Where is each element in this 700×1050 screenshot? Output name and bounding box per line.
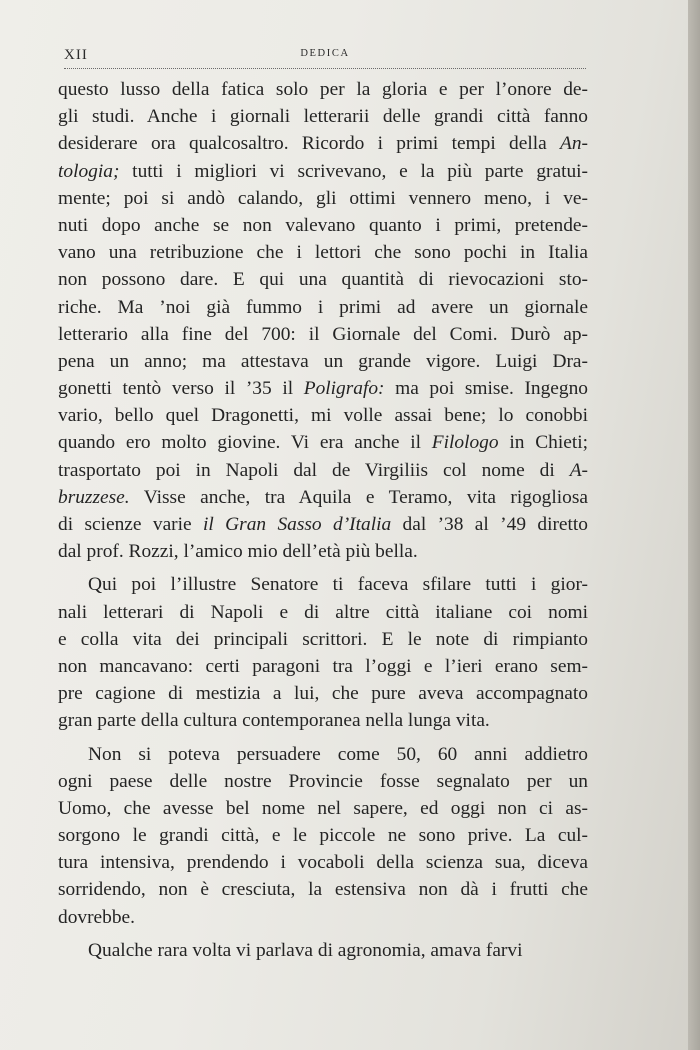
text-line (58, 849, 588, 876)
italic-title: il Gran Sasso d’Italia (203, 514, 392, 535)
text-line (58, 599, 588, 626)
italic-title: bruzzese. (58, 486, 130, 508)
text-run: desiderare ora qualcosaltro. Ricordo i primi tempi della (58, 133, 560, 155)
text-line (58, 294, 588, 321)
text-run: riche. Ma ’noi già fummo i primi ad avere un giornale (58, 296, 588, 318)
text-line (58, 185, 588, 212)
running-title: DEDICA (300, 48, 350, 59)
text-run: dal ’38 al ’49 diretto (391, 514, 589, 535)
text-line (58, 626, 588, 653)
text-line (58, 680, 588, 707)
text-line (58, 484, 588, 511)
text-run: vario, bello quel Dragonetti, mi volle assai bene; lo conobbi (58, 405, 588, 427)
text-run: Non si poteva persuadere come 50, 60 anni addietro (88, 743, 588, 765)
text-line (58, 538, 588, 565)
text-line (58, 130, 588, 157)
text-run: pena un anno; ma attestava un grande vigore. Luigi Dra- (58, 350, 588, 372)
text-run: sorridendo, non è cresciuta, la estensiva non dà i frutti che (58, 879, 588, 901)
text-run: Qui poi l’illustre Senatore ti faceva sfilare tutti i gior- (88, 574, 588, 596)
text-line (58, 266, 588, 293)
italic-title: A- (569, 459, 588, 481)
text-run: tutti i migliori vi scrivevano, e la più parte gratui- (119, 160, 588, 182)
text-run: dovrebbe. (58, 906, 135, 928)
text-run: e colla vita dei principali scrittori. E le note di rimpianto (58, 628, 588, 650)
text-run: gli studi. Anche i giornali letterarii delle grandi città fanno (58, 106, 588, 128)
text-line (58, 402, 588, 429)
text-line (58, 212, 588, 239)
text-run: nuti dopo anche se non valevano quanto i primi, pretende- (58, 214, 588, 236)
text-run: sorgono le grandi città, e le piccole ne sono prive. La cul- (58, 825, 588, 847)
text-run: mente; poi si andò calando, gli ottimi vennero meno, i ve- (58, 187, 588, 209)
text-line (58, 904, 588, 931)
paragraph (58, 937, 588, 964)
italic-title: tologia; (58, 160, 120, 182)
text-line (58, 511, 588, 538)
text-run: letterario alla fine del 700: il Giornale del Comi. Durò ap- (58, 323, 588, 345)
text-line (58, 158, 588, 185)
text-run: di scienze varie (58, 514, 203, 535)
text-line (58, 795, 588, 822)
text-line (58, 103, 588, 130)
paragraph (58, 76, 588, 565)
body-text (58, 76, 588, 964)
text-run: tura intensiva, prendendo i vocaboli della scienza sua, diceva (58, 852, 588, 874)
text-line (58, 937, 588, 964)
text-line (58, 822, 588, 849)
text-line (58, 375, 588, 402)
text-run: dal prof. Rozzi, l’amico mio dell’età più bella. (58, 541, 418, 563)
text-line (58, 653, 588, 680)
text-run: vano una retribuzione che i lettori che sono pochi in Italia (58, 242, 588, 264)
text-run: ogni paese delle nostre Provincie fosse segnalato per un (58, 770, 588, 792)
italic-title: Filologo (431, 432, 499, 454)
text-run: in Chieti; (498, 432, 588, 454)
text-line (58, 348, 588, 375)
text-line (58, 768, 588, 795)
text-run: non possono dare. E qui una quantità di rievocazioni sto- (58, 269, 588, 291)
text-line (58, 571, 588, 598)
text-run: gran parte della cultura contemporanea nella lunga vita. (58, 710, 490, 732)
text-run: non mancavano: certi paragoni tra l’oggi e l’ieri erano sem- (58, 655, 588, 677)
text-run: nali letterari di Napoli e di altre città italiane coi nomi (58, 601, 588, 623)
text-line (58, 321, 588, 348)
text-line (58, 239, 588, 266)
text-line (58, 429, 588, 456)
text-run: Uomo, che avesse bel nome nel sapere, ed oggi non ci as- (58, 797, 588, 819)
page-number: XII (64, 47, 88, 63)
text-run: questo lusso della fatica solo per la gloria e per l’onore de- (58, 79, 588, 100)
text-run: pre cagione di mestizia a lui, che pure aveva accompagnato (58, 683, 588, 705)
text-run: gonetti tentò verso il ’35 il (58, 378, 304, 400)
text-line (58, 707, 588, 734)
text-run: trasportato poi in Napoli dal de Virgiliis col nome di (58, 459, 570, 481)
text-line (58, 741, 588, 768)
text-line (58, 457, 588, 484)
page-edge (688, 0, 700, 1050)
text-run: Qualche rara volta vi parlava di agronomia, amava farvi (88, 939, 523, 961)
text-run: ma poi smise. Ingegno (384, 378, 588, 400)
paragraph (58, 741, 588, 931)
text-run: Visse anche, tra Aquila e Teramo, vita rigogliosa (129, 486, 588, 508)
text-run: quando ero molto giovine. Vi era anche il (58, 432, 432, 454)
paragraph (58, 571, 588, 734)
italic-title: Poligrafo: (303, 378, 385, 400)
text-line (58, 876, 588, 903)
text-line (58, 76, 588, 103)
italic-title: An- (560, 133, 588, 155)
page-header (64, 44, 586, 69)
